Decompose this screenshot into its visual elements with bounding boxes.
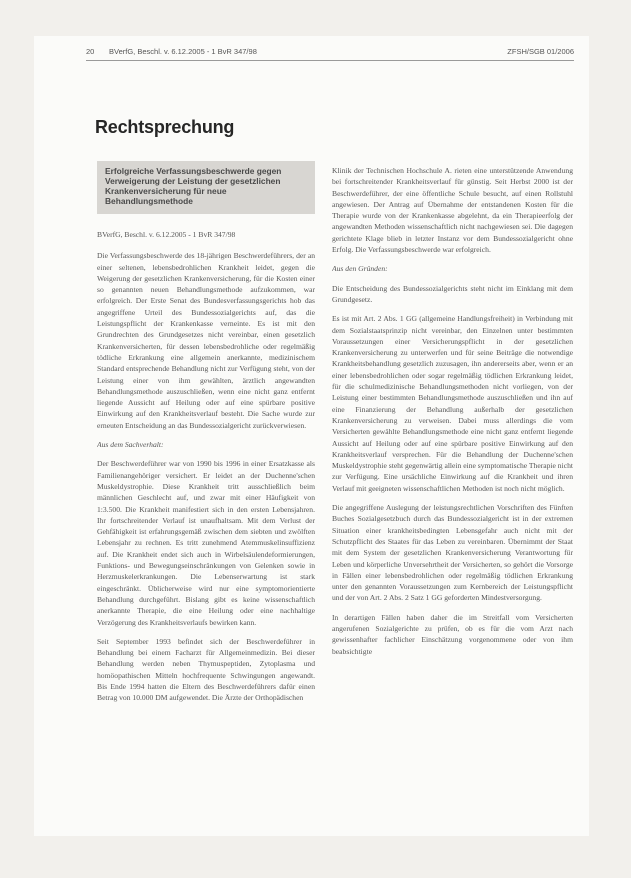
reasons-heading: Aus den Gründen: bbox=[332, 264, 388, 274]
running-header bbox=[86, 47, 574, 59]
facts-heading: Aus dem Sachverhalt: bbox=[97, 440, 164, 450]
header-issue: ZFSH/SGB 01/2006 bbox=[507, 47, 574, 56]
article-title: Erfolgreiche Verfassungsbeschwerde gegen Verweigerung der Leistung der gesetzlichen Krankenversicherung für neue Behandlungsmethode bbox=[105, 166, 282, 206]
reasons-paragraph-1: Die Entscheidung des Bundessozialgerichts steht nicht im Einklang mit dem Grundgesetz. bbox=[332, 283, 573, 304]
reasons-paragraph-4: In derartigen Fällen haben daher die im Streitfall vom Versicherten angerufenen Sozialgerichte zu prüfen, ob es für die vom Arzt nach gewissenhafter fachlicher Einschätzung vorgenommene oder von ihm beabsichtigte bbox=[332, 612, 573, 656]
reasons-paragraph-2: Es ist mit Art. 2 Abs. 1 GG (allgemeine Handlungsfreiheit) in Verbindung mit dem Sozialstaatsprinzip nicht vereinbar, den Einzelnen unter bestimmten Voraussetzungen einer Versicherungspflicht in der gesetzlichen Krankenversicherung zu unterwerfen und für seine Beiträge die notwendige Krankheitsbehandlung gesetzlich zuzusagen, ihn andererseits aber, wenn er an einer lebensbedrohlichen oder sogar regelmäßig tödlichen Erkrankung leidet, für die schulmedizinische Behandlungsmethoden nicht vorliegen, von der Leistung einer bestimmten Behandlungsmethode auszuschließen und ihn auf eine Finanzierung der Behandlung außerhalb der gesetzlichen Krankenversicherung zu verweisen. Dabei muss allerdings die vom Versicherten gewählte Behandlungsmethode eine nicht ganz entfernt liegende Aussicht auf Heilung oder auf eine spürbare positive Einwirkung auf den Krankheitsverlauf versprechen. Für die Behandlung der Duchenne'schen Muskeldystrophie steht gegenwärtig allein eine symptomatische Therapie nicht zur Verfügung. Eine ursächliche Einwirkung auf die Krankheit und ihren Verlauf mit geeigneten wissenschaftlichen Methoden ist noch nicht möglich. bbox=[332, 314, 573, 493]
section-title: Rechtsprechung bbox=[95, 117, 235, 137]
article-title-box bbox=[97, 161, 315, 214]
header-rule bbox=[86, 60, 574, 61]
facts-paragraph-1: Der Beschwerdeführer war von 1990 bis 1996 in einer Ersatzkasse als Familienangehöriger versichert. Er leidet an der Duchenne'schen Muskeldystrophie. Diese Krankheit tritt ausschließlich beim männlichen Geschlecht auf, und zwar mit einer Häufigkeit von 1:3.500. Die Krankheit manifestiert sich in den ersten Lebensjahren. Ihr fortschreitender Verlauf ist unaufhaltsam. Mit dem Verlust der Gehfähigkeit ist erfahrungsgemäß zwischen dem siebten und zwölften Lebensjahr zu rechnen. Es tritt zunehmend Atemmuskelinsuffizienz auf. Die Krankheit endet sich auch in Wirbelsäulendeformierungen, Funktions- und Bewegungseinschränkungen von Gelenken sowie in Herzmuskelerkrankungen. Die Lebenserwartung ist stark eingeschränkt. Üblicherweise wird nur eine symptomorientierte Behandlung durchgeführt. Bislang gibt es keine wissenschaftlich anerkannte Therapie, die eine Heilung oder eine nachhaltige Verzögerung des Krankheitsverlaufs bewirken kann. bbox=[97, 459, 315, 627]
decision-citation: BVerfG, Beschl. v. 6.12.2005 - 1 BvR 347/98 bbox=[97, 230, 236, 239]
reasons-paragraph-3: Die angegriffene Auslegung der leistungsrechtlichen Vorschriften des Fünften Buches Sozialgesetzbuch durch das Bundessozialgericht ist in der extremen Situation einer krankheitsbedingten Lebensgefahr auch nicht mit der Schutzpflicht des Staates für das Leben zu vereinbaren. Übernimmt der Staat mit dem System der gesetzlichen Krankenversicherung Verantwortung für Leben und körperliche Unversehrtheit der Versicherten, so gehört die Vorsorge in Fällen einer lebensbedrohlichen oder regelmäßig tödlichen Erkrankung unter den genannten Voraussetzungen zum Kernbereich der Leistungspflicht und der von Art. 2 Abs. 2 Satz 1 GG geforderten Mindestversorgung. bbox=[332, 503, 573, 603]
page-number: 20 bbox=[86, 47, 95, 56]
right-column bbox=[332, 165, 573, 837]
summary-paragraph: Die Verfassungsbeschwerde des 18-jährigen Beschwerdeführers, der an einer seltenen, lebensbedrohlichen Krankheit leidet, gegen die Weigerung der gesetzlichen Krankenversicherung, für die Kosten einer so genannten neuen Behandlungsmethode aufzukommen, war erfolgreich. Der Erste Senat des Bundesverfassungsgerichts hob das angegriffene Urteil des Bundessozialgerichts auf, das die Leistungspflicht der Krankenkasse verneinte. Es ist mit den Grundrechten des Grundgesetzes nicht vereinbar, einen gesetzlich Krankenversicherten, für dessen lebensbedrohliche oder regelmäßig tödliche Erkrankung eine allgemein anerkannte, medizinischem Standard entsprechende Behandlung nicht zur Verfügung steht, von der Leistung einer von ihm gewählten, ärztlich angewandten Behandlungsmethode auszuschließen, wenn eine nicht ganz entfernt liegende Aussicht auf Heilung oder auf eine spürbare positive Einwirkung auf den Krankheitsverlauf besteht. Die Sache wurde zur erneuten Entscheidung an das Bundessozialgericht zurückverwiesen. bbox=[97, 251, 315, 430]
facts-paragraph-2: Seit September 1993 befindet sich der Beschwerdeführer in Behandlung bei einem Facharzt für Allgemeinmedizin. Bei dieser Behandlung werden neben Thymuspeptiden, Zytoplasma und homöopathischen Mitteln hochfrequente Schwingungen angewandt. Bis Ende 1994 hatten die Eltern des Beschwerdeführers dafür einen Betrag von 10.000 DM aufgewendet. Die Ärzte der Orthopädischen bbox=[97, 636, 315, 703]
left-column bbox=[97, 229, 315, 834]
header-citation: BVerfG, Beschl. v. 6.12.2005 - 1 BvR 347/98 bbox=[109, 47, 257, 56]
facts-paragraph-3: Klinik der Technischen Hochschule A. rieten eine unterstützende Anwendung bei fortschreitender Krankheitsverlauf für günstig. Seit Herbst 2000 ist der Beschwerdeführer, der eine öffentliche Schule besucht, auf einen Rollstuhl angewiesen. Der Antrag auf Übernahme der entstandenen Kosten für die Therapie wurde von der Krankenkasse abgelehnt, da ein Therapieerfolg der angewandten Methoden wissenschaftlich nicht nachgewiesen sei. Die dagegen gerichtete Klage blieb in letzter Instanz vor dem Bundessozialgericht ohne Erfolg. Die Verfassungsbeschwerde war erfolgreich. bbox=[332, 166, 573, 255]
